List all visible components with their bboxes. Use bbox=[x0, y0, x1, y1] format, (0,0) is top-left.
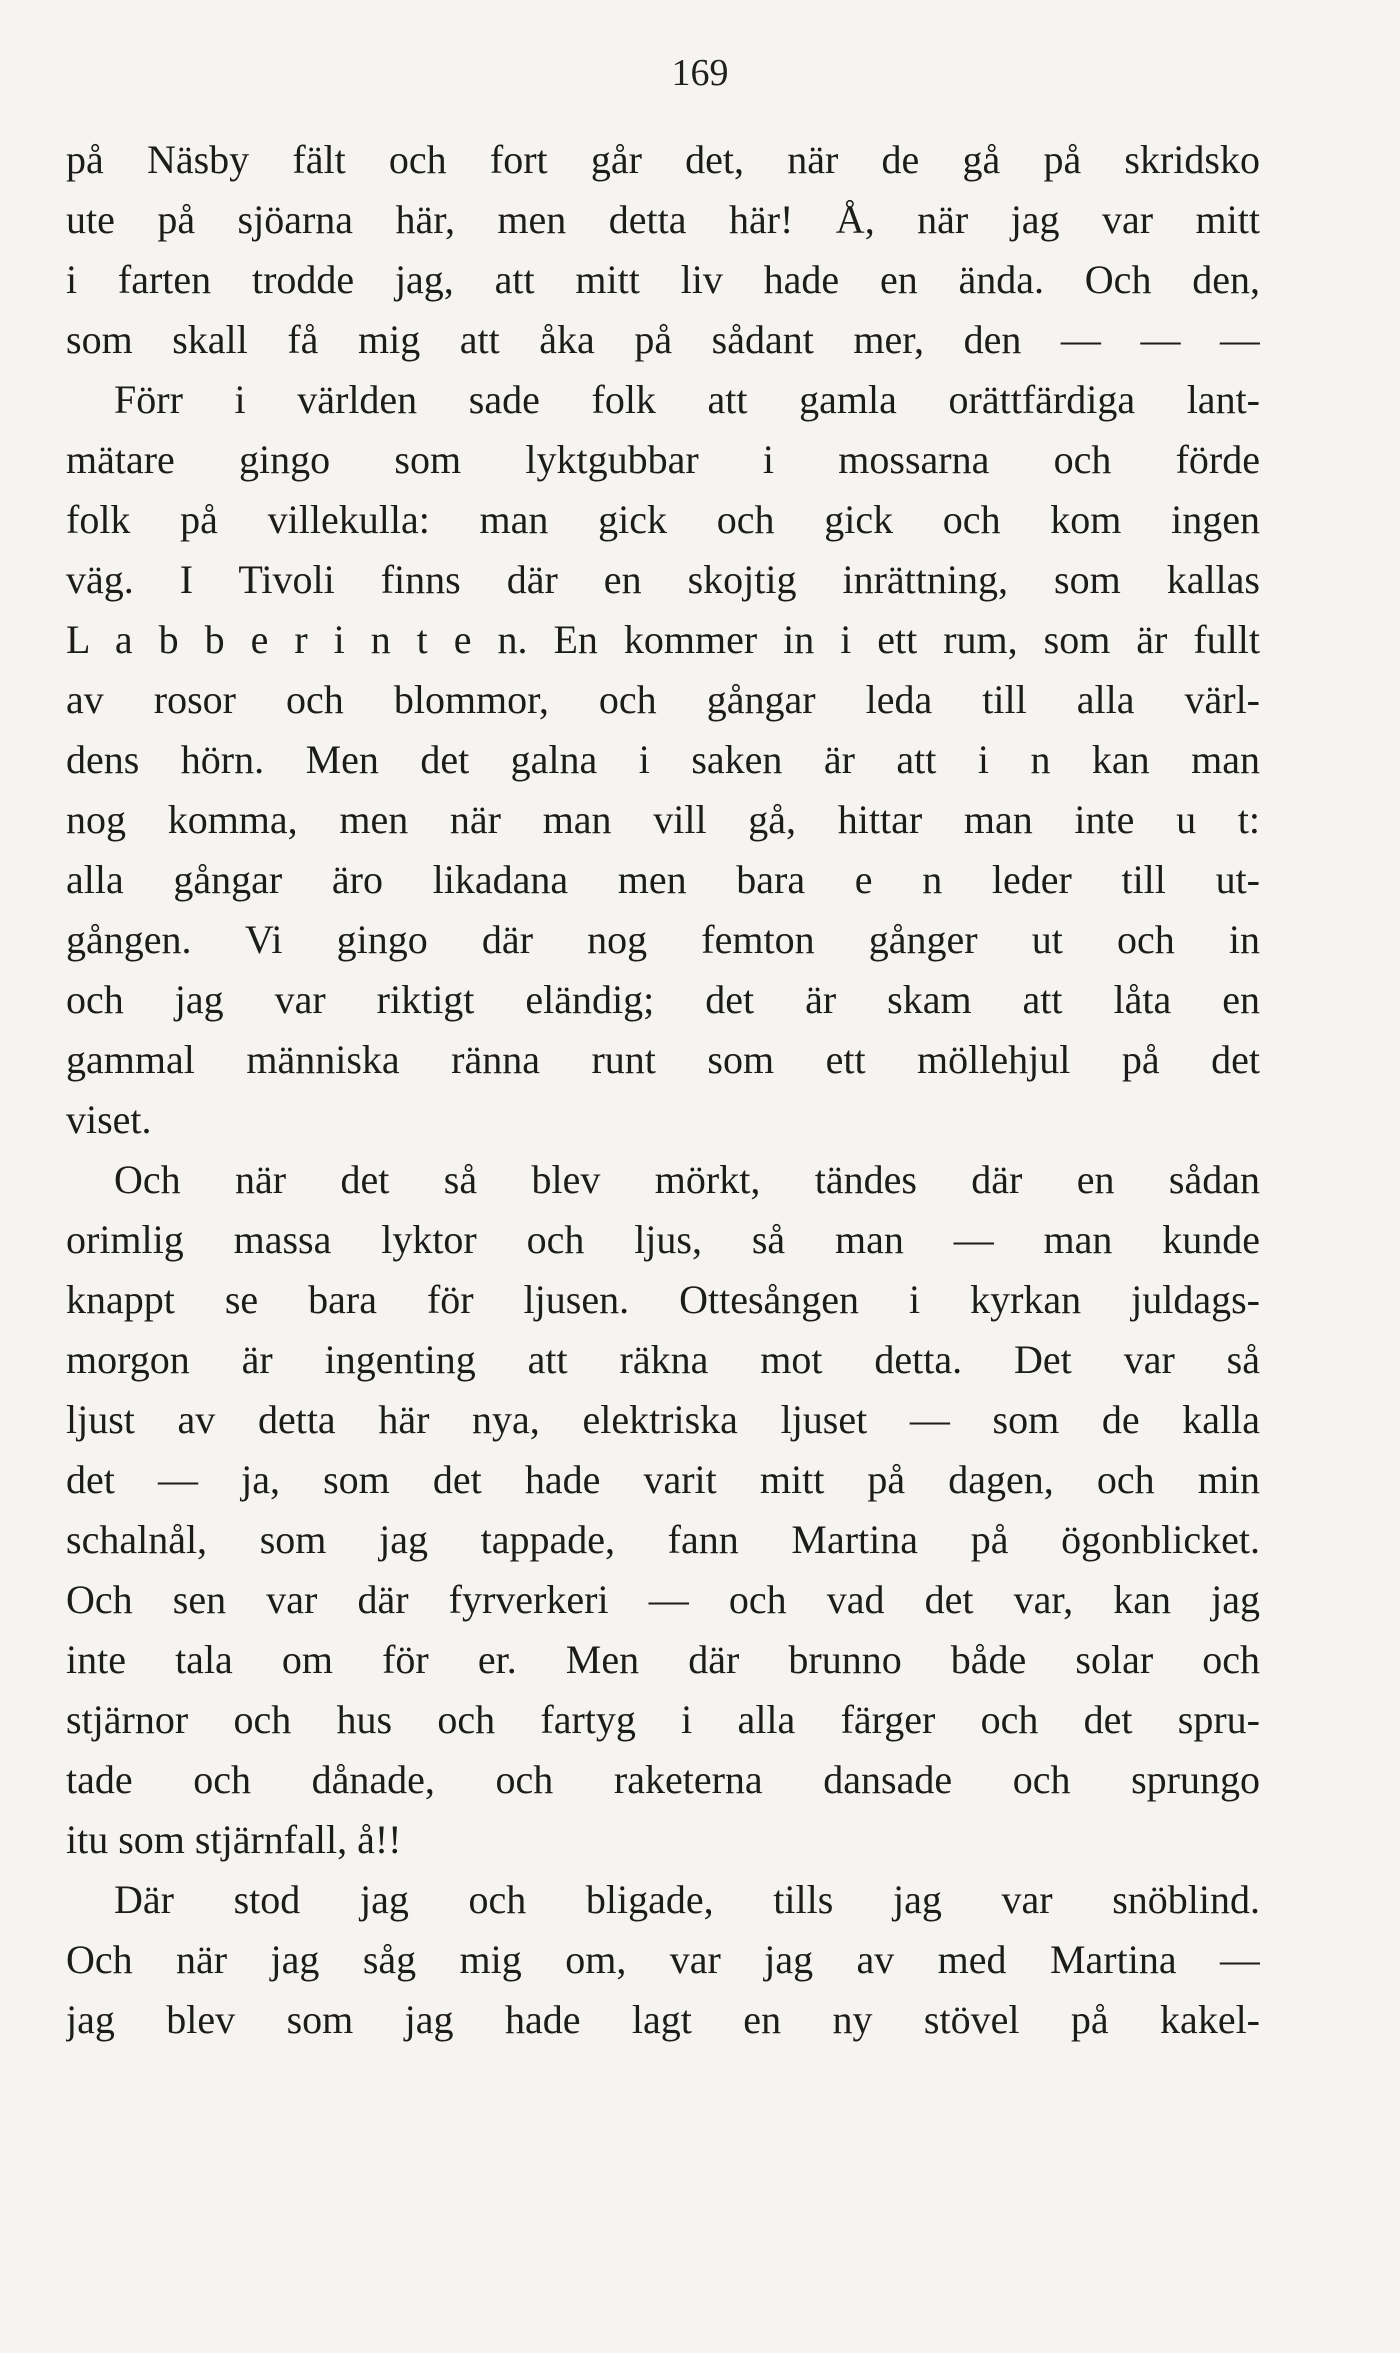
text-line: Där stod jag och bligade, tills jag var snöblind. bbox=[114, 1877, 1260, 1922]
text-line: tade och dånade, och raketerna dansade och sprungo bbox=[66, 1757, 1260, 1802]
text-line: Och sen var där fyrverkeri — och vad det var, kan jag bbox=[66, 1577, 1260, 1622]
text-line: itu som stjärnfall, å!! bbox=[66, 1817, 402, 1862]
text-line: orimlig massa lyktor och ljus, så man — man kunde bbox=[66, 1217, 1260, 1262]
page-number: 169 bbox=[671, 52, 729, 94]
text-line: mätare gingo som lyktgubbar i mossarna och förde bbox=[66, 437, 1260, 482]
text-line: ute på sjöarna här, men detta här! Å, när jag var mitt bbox=[66, 197, 1260, 242]
text-line: inte tala om för er. Men där brunno både solar och bbox=[66, 1637, 1260, 1682]
text-line: gammal människa ränna runt som ett möllehjul på det bbox=[66, 1037, 1260, 1082]
text-line: knappt se bara för ljusen. Ottesången i kyrkan juldags- bbox=[66, 1277, 1260, 1322]
text-line: folk på villekulla: man gick och gick och kom ingen bbox=[66, 497, 1260, 542]
text-line: av rosor och blommor, och gångar leda till alla värl- bbox=[66, 677, 1260, 722]
text-line: ljust av detta här nya, elektriska ljuset — som de kalla bbox=[66, 1397, 1260, 1442]
text-line: dens hörn. Men det galna i saken är att i n kan man bbox=[66, 737, 1260, 782]
text-line: nog komma, men när man vill gå, hittar man inte u t: bbox=[66, 797, 1260, 842]
text-line: morgon är ingenting att räkna mot detta. Det var så bbox=[66, 1337, 1260, 1382]
body-text bbox=[66, 130, 1260, 2050]
text-line: Och när jag såg mig om, var jag av med Martina — bbox=[66, 1937, 1260, 1982]
text-line: stjärnor och hus och fartyg i alla färger och det spru- bbox=[66, 1697, 1260, 1742]
text-line: som skall få mig att åka på sådant mer, den — — — bbox=[66, 317, 1260, 362]
text-line: schalnål, som jag tappade, fann Martina på ögonblicket. bbox=[66, 1517, 1260, 1562]
text-line: Och när det så blev mörkt, tändes där en sådan bbox=[114, 1157, 1260, 1202]
text-line: gången. Vi gingo där nog femton gånger ut och in bbox=[66, 917, 1260, 962]
text-line: väg. I Tivoli finns där en skojtig inrättning, som kallas bbox=[66, 557, 1260, 602]
text-line: alla gångar äro likadana men bara e n leder till ut- bbox=[66, 857, 1260, 902]
text-line: L a b b e r i n t e n. En kommer in i ett rum, som är fullt bbox=[66, 617, 1260, 662]
text-line: i farten trodde jag, att mitt liv hade en ända. Och den, bbox=[66, 257, 1260, 302]
text-line: det — ja, som det hade varit mitt på dagen, och min bbox=[66, 1457, 1260, 1502]
text-line: Förr i världen sade folk att gamla orättfärdiga lant- bbox=[114, 377, 1260, 422]
text-line: jag blev som jag hade lagt en ny stövel på kakel- bbox=[66, 1997, 1260, 2042]
text-line: viset. bbox=[66, 1097, 152, 1142]
text-line: och jag var riktigt eländig; det är skam att låta en bbox=[66, 977, 1260, 1022]
text-line: på Näsby fält och fort går det, när de gå på skridsko bbox=[66, 137, 1260, 182]
